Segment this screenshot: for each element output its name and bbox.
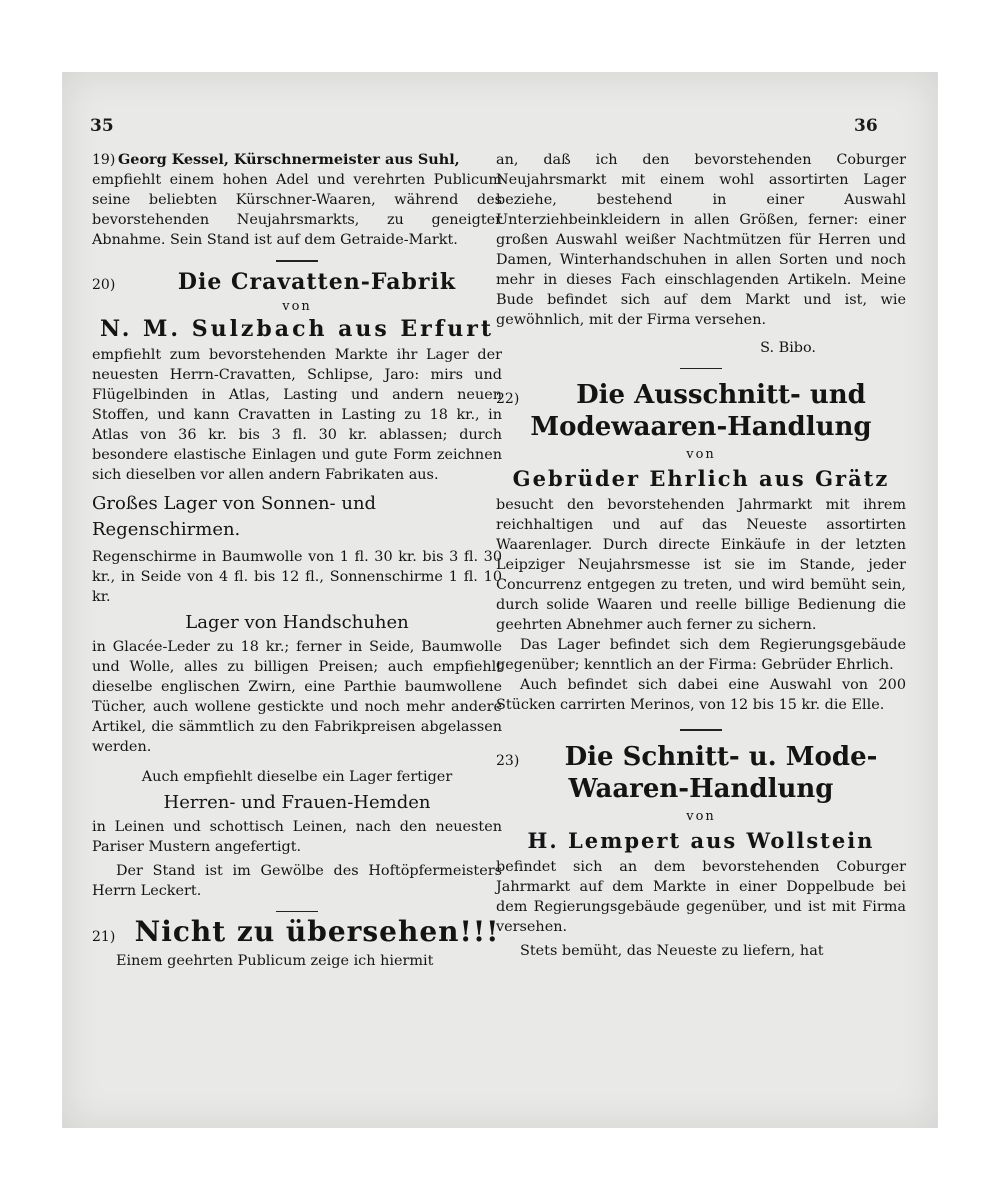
divider [276, 260, 318, 262]
entry-23-header [496, 741, 906, 773]
entry-21-continuation: an, daß ich den bevorstehenden Coburger Neujahrsmarkt mit einem wohl assortirten Lager beziehe, bestehend in einer Auswahl Unterziehbeinkleidern in allen Größen, ferner: einer großen Auswahl weißer Nachtmützen für Herren und Damen, Winterhandschuhen in allen Sorten und noch mehr in dieses Fach einschlagenden Artikeln. Meine Bude befindet sich auf dem Markt und ist, wie gewöhnlich, mit der Firma versehen. [496, 152, 906, 328]
gloves-heading: Lager von Handschuhen [185, 612, 409, 633]
entry-23-body: befindet sich an dem bevorstehenden Coburger Jahrmarkt auf dem Markte in einer Doppelbude bei dem Regierungsgebäude gegenüber, und ist mit Firma versehen. [496, 859, 906, 935]
left-column [92, 150, 502, 971]
entry-19-number: 19) [92, 152, 116, 168]
entry-23-von: von [686, 809, 716, 824]
shirts-heading: Herren- und Frauen-Hemden [163, 792, 431, 813]
entry-20-header [92, 269, 502, 295]
entry-23-title-line1: Die Schnitt- u. Mode- [564, 742, 878, 772]
stand-body: Der Stand ist im Gewölbe des Hoftöpfermeisters Herrn Leckert. [92, 863, 502, 899]
entry-22-title-line1: Die Ausschnitt- und [576, 380, 866, 410]
divider [680, 729, 722, 731]
entry-20-title: Die Cravatten-Fabrik [177, 269, 457, 295]
entry-19-body: empfiehlt einem hohen Adel und verehrten Publicum seine beliebten Kürschner-Waaren, während des bevorstehenden Neujahrsmarkts, zu geneigter Abnahme. Sein Stand ist auf dem Getraide-Markt. [92, 172, 502, 248]
entry-22-body-2: Das Lager befindet sich dem Regierungsgebäude gegenüber; kenntlich an der Firma: Gebrüder Ehrlich. [496, 637, 906, 673]
page-number-left: 35 [90, 116, 114, 136]
entry-22-header [496, 379, 906, 411]
entry-20-von: von [282, 299, 312, 314]
umbrella-body: Regenschirme in Baumwolle von 1 fl. 30 kr. bis 3 fl. 30 kr., in Seide von 4 fl. bis 12 fl., Sonnenschirme 1 fl. 10 kr. [92, 549, 502, 605]
entry-22-title-line2: Modewaaren-Handlung [530, 412, 872, 442]
entry-21-signature: S. Bibo. [760, 340, 816, 356]
entry-22-body: besucht den bevorstehenden Jahrmarkt mit ihrem reichhaltigen und auf das Neueste assortirten Waarenlager. Durch directe Einkäufe in der letzten Leipziger Neujahrsmesse ist sie im Stande, jeder Concurrenz entgegen zu treten, und wird bemüht sein, durch solide Waaren und reelle billige Bedienung die geehrten Abnehmer auch ferner zu sichern. [496, 497, 906, 633]
entry-20-number: 20) [92, 277, 116, 293]
divider [276, 911, 318, 912]
entry-20-body: empfiehlt zum bevorstehenden Markte ihr Lager der neuesten Herrn-Cravatten, Schlipse, Jaro: mirs und Flügelbinden in Atlas, Lasting und andern neuen Stoffen, und kann Cravatten in Lasting zu 18 kr., in Atlas von 36 kr. bis 3 fl. 30 kr. ablassen; durch besondere elastische Einlagen und gute Form zeichnen sich dieselben vor allen andern Fabrikaten aus. [92, 347, 502, 483]
umbrella-heading: Großes Lager von Sonnen- und Regenschirmen. [92, 493, 377, 540]
entry-20-maker: N. M. Sulzbach aus Erfurt [100, 316, 494, 342]
entry-22-number: 22) [496, 391, 520, 407]
entry-22-maker: Gebrüder Ehrlich aus Grätz [512, 466, 890, 491]
entry-23-number: 23) [496, 753, 520, 769]
entry-21-header [92, 915, 502, 948]
shirts-body: in Leinen und schottisch Leinen, nach den neuesten Pariser Mustern angefertigt. [92, 819, 502, 855]
shirts-intro: Auch empfiehlt dieselbe ein Lager fertiger [141, 769, 453, 785]
entry-19-header [92, 150, 502, 170]
entry-19-name: Georg Kessel, Kürschnermeister aus Suhl, [118, 151, 460, 168]
divider [680, 368, 722, 369]
gloves-body: in Glacée-Leder zu 18 kr.; ferner in Seide, Baumwolle und Wolle, alles zu billigen Preisen; auch empfiehlt dieselbe englischen Zwirn, eine Parthie baumwollene Tücher, auch wollene gestickte und noch mehr andere Artikel, die sämmtlich zu den Fabrikpreisen abgelassen werden. [92, 639, 502, 755]
scanned-page [62, 72, 938, 1128]
entry-22-von: von [686, 447, 716, 462]
page-number-right: 36 [854, 116, 878, 136]
entry-23-maker: H. Lempert aus Wollstein [527, 828, 875, 853]
entry-21-title: Nicht zu übersehen!!! [134, 915, 500, 948]
entry-21-number: 21) [92, 929, 116, 945]
entry-22-body-3: Auch befindet sich dabei eine Auswahl von 200 Stücken carrirten Merinos, von 12 bis 15 kr. die Elle. [496, 677, 906, 713]
entry-23-title-line2: Waaren-Handlung [568, 774, 834, 804]
right-column [496, 150, 906, 961]
entry-21-body-start: Einem geehrten Publicum zeige ich hiermit [116, 953, 434, 969]
entry-23-body-2: Stets bemüht, das Neueste zu liefern, hat [520, 943, 824, 959]
